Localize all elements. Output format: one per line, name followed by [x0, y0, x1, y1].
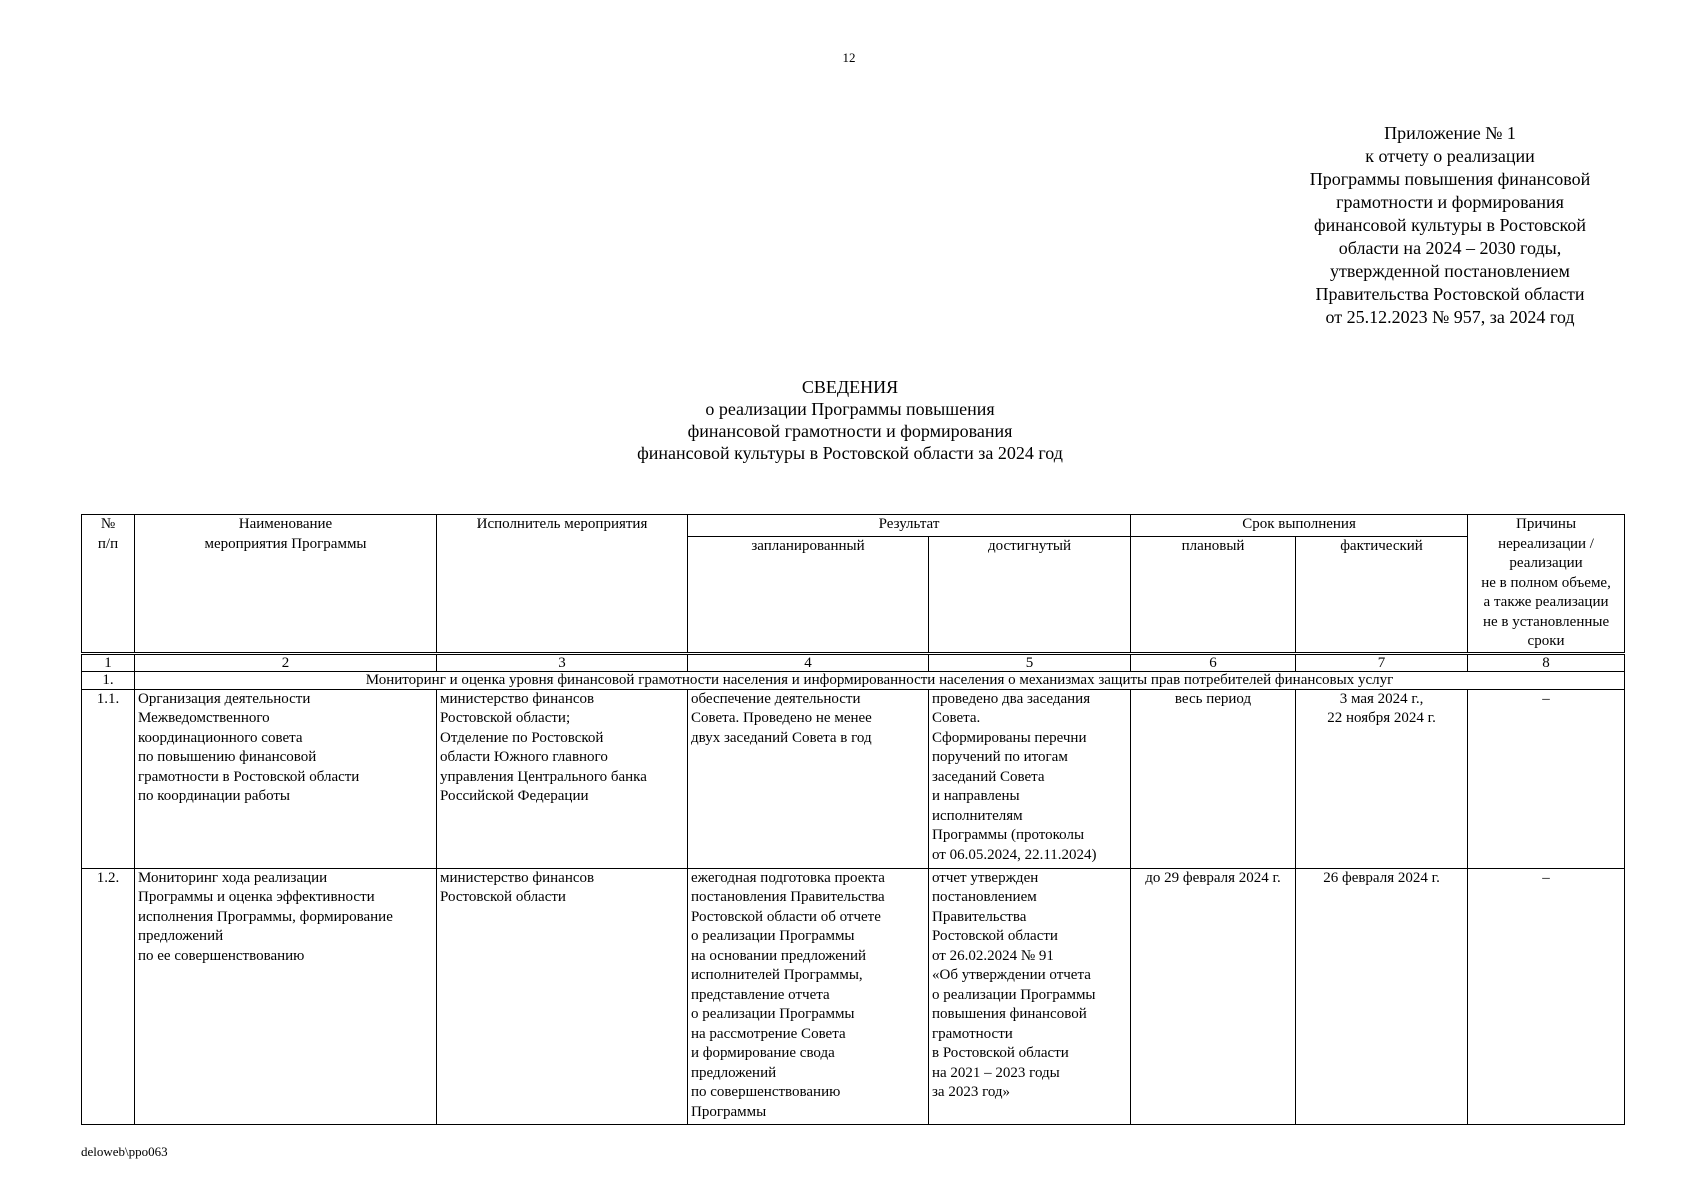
footer-path: deloweb\ppo063	[81, 1144, 168, 1159]
column-number-row	[82, 653, 1625, 671]
header-name: Наименование мероприятия Программы	[135, 515, 437, 654]
column-number: 6	[1131, 653, 1296, 671]
row-num: 1.2.	[82, 868, 135, 1124]
row-name: Организация деятельности Межведомственного координационного совета по повышению финансовой грамотности в Ростовской области по координации работы	[135, 689, 437, 868]
header-term-actual: фактический	[1296, 536, 1468, 653]
table-row	[82, 868, 1625, 1124]
report-table	[81, 514, 1625, 1125]
title-line: СВЕДЕНИЯ	[801, 377, 899, 397]
header-executor: Исполнитель мероприятия	[437, 515, 688, 654]
header-reasons: Причины нереализации / реализации не в полном объеме, а также реализации не в установленные сроки	[1468, 515, 1625, 654]
appendix-line: от 25.12.2023 № 957, за 2024 год	[1325, 307, 1575, 327]
row-term-actual: 26 февраля 2024 г.	[1296, 868, 1468, 1124]
row-result-planned: обеспечение деятельности Совета. Проведено не менее двух заседаний Совета в год	[688, 689, 929, 868]
column-number: 3	[437, 653, 688, 671]
page-number: 12	[842, 50, 856, 65]
row-reasons: –	[1468, 689, 1625, 868]
column-number: 8	[1468, 653, 1625, 671]
header-term: Срок выполнения	[1131, 515, 1468, 537]
title-line: финансовой культуры в Ростовской области за 2024 год	[637, 443, 1063, 463]
section-num: 1.	[82, 671, 135, 689]
row-num: 1.1.	[82, 689, 135, 868]
column-number: 4	[688, 653, 929, 671]
appendix-line: области на 2024 – 2030 годы,	[1338, 238, 1562, 258]
appendix-block	[1290, 122, 1610, 329]
row-result-achieved: отчет утвержден постановлением Правительства Ростовской области от 26.02.2024 № 91 «Об утверждении отчета о реализации Программы повышения финансовой грамотности в Ростовской области на 2021 – 2023 годы за 2023 год»	[929, 868, 1131, 1124]
row-result-achieved: проведено два заседания Совета. Сформированы перечни поручений по итогам заседаний Совета и направлены исполнителям Программы (протоколы от 06.05.2024, 22.11.2024)	[929, 689, 1131, 868]
row-reasons: –	[1468, 868, 1625, 1124]
header-result: Результат	[688, 515, 1131, 537]
column-number: 5	[929, 653, 1131, 671]
section-title: Мониторинг и оценка уровня финансовой грамотности населения и информированности населения о механизмах защиты прав потребителей финансовых услуг	[135, 671, 1625, 689]
header-result-planned: запланированный	[688, 536, 929, 653]
row-executor: министерство финансов Ростовской области	[437, 868, 688, 1124]
column-number: 2	[135, 653, 437, 671]
row-result-planned: ежегодная подготовка проекта постановления Правительства Ростовской области об отчете о реализации Программы на основании предложений исполнителей Программы, представление отчета о реализации Программы на рассмотрение Совета и формирование свода предложений по совершенствованию Программы	[688, 868, 929, 1124]
title-line: финансовой грамотности и формирования	[687, 421, 1013, 441]
row-term-actual: 3 мая 2024 г., 22 ноября 2024 г.	[1296, 689, 1468, 868]
appendix-line: Приложение № 1	[1384, 123, 1516, 143]
header-result-achieved: достигнутый	[929, 536, 1131, 653]
appendix-line: грамотности и формирования	[1336, 192, 1564, 212]
header-term-planned: плановый	[1131, 536, 1296, 653]
row-name: Мониторинг хода реализации Программы и оценка эффективности исполнения Программы, формирование предложений по ее совершенствованию	[135, 868, 437, 1124]
appendix-line: финансовой культуры в Ростовской	[1314, 215, 1586, 235]
column-number: 7	[1296, 653, 1468, 671]
table-row	[82, 689, 1625, 868]
appendix-line: утвержденной постановлением	[1330, 261, 1570, 281]
row-term-planned: до 29 февраля 2024 г.	[1131, 868, 1296, 1124]
appendix-line: Правительства Ростовской области	[1315, 284, 1585, 304]
column-number: 1	[82, 653, 135, 671]
row-term-planned: весь период	[1131, 689, 1296, 868]
appendix-line: Программы повышения финансовой	[1309, 169, 1591, 189]
row-executor: министерство финансов Ростовской области; Отделение по Ростовской области Южного главного управления Центрального банка Российской Федерации	[437, 689, 688, 868]
title-line: о реализации Программы повышения	[705, 399, 995, 419]
appendix-line: к отчету о реализации	[1365, 146, 1535, 166]
header-num: № п/п	[82, 515, 135, 654]
header-row	[82, 515, 1625, 537]
section-row	[82, 671, 1625, 689]
document-title	[580, 376, 1120, 464]
